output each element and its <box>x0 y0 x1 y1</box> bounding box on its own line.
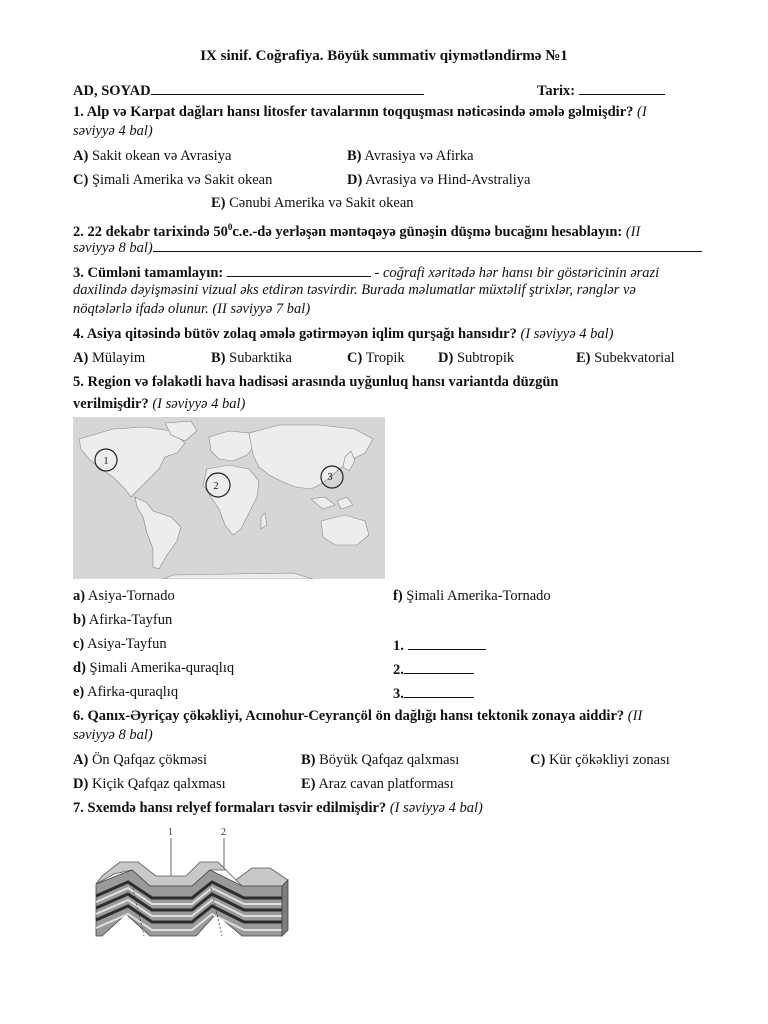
option-text: Şimali Amerika və Sakit okean <box>91 172 273 188</box>
option-text: Şimali Amerika-quraqlıq <box>89 660 235 676</box>
option-text: Avrasiya və Hind-Avstraliya <box>365 172 531 188</box>
degree-sup: 0 <box>227 222 233 232</box>
option-key: D) <box>438 350 454 366</box>
question-3-line3: nöqtələrlə ifadə olunur. (II səviyyə 7 bal) <box>73 301 311 317</box>
option-text: Araz cavan platforması <box>318 776 454 792</box>
relief-schema <box>92 824 292 942</box>
q5-answer-1[interactable] <box>393 635 486 655</box>
q5-option-f[interactable] <box>393 587 551 605</box>
q5-option-c[interactable] <box>73 635 167 653</box>
q6-option-b[interactable] <box>301 751 459 769</box>
question-6-level-cont: səviyyə 8 bal) <box>73 727 153 743</box>
q6-option-a[interactable] <box>73 751 207 769</box>
option-text: Asiya-Tayfun <box>87 636 167 652</box>
option-text: Cənubi Amerika və Sakit okean <box>229 195 414 211</box>
q5-option-e[interactable] <box>73 683 178 701</box>
question-6 <box>73 707 642 725</box>
question-1-text: 1. Alp və Karpat dağları hansı litosfer tavalarının toqquşması nəticəsində əmələ gəlmişdir? <box>73 104 634 120</box>
option-text: Sakit okean və Avrasiya <box>91 148 232 164</box>
question-3-blank[interactable] <box>227 262 371 277</box>
q4-option-d[interactable] <box>438 349 514 367</box>
answer-number: 3. <box>393 686 404 702</box>
option-key: d) <box>73 660 86 676</box>
world-map <box>73 417 385 579</box>
option-key: E) <box>576 350 591 366</box>
question-1 <box>73 103 647 121</box>
option-key: f) <box>393 588 403 604</box>
q6-option-e[interactable] <box>301 775 454 793</box>
question-4-level: (I səviyyə 4 bal) <box>520 326 614 342</box>
question-7 <box>73 799 483 817</box>
date-blank[interactable] <box>579 80 665 95</box>
option-key: C) <box>347 350 363 366</box>
question-5-text: verilmişdir? <box>73 396 149 412</box>
question-2-text-b: c.e.-də yerləşən məntəqəyə günəşin düşmə bucağını hesablayın: <box>232 223 623 240</box>
q1-option-b[interactable] <box>347 147 474 165</box>
option-text: Kiçik Qafqaz qalxması <box>91 776 226 792</box>
q5-answer-3[interactable] <box>393 683 474 703</box>
option-text: Tropik <box>365 350 405 366</box>
fold-diagram <box>92 824 292 942</box>
q5-option-b[interactable] <box>73 611 172 629</box>
option-key: a) <box>73 588 86 604</box>
option-text: Böyük Qafqaz qalxması <box>319 752 460 768</box>
map-marker-1-label: 1 <box>103 456 109 467</box>
q5-option-d[interactable] <box>73 659 234 677</box>
question-2-answer-blank[interactable] <box>153 237 702 252</box>
option-key: C) <box>530 752 546 768</box>
option-text: Afirka-quraqlıq <box>87 684 179 700</box>
option-text: Subtropik <box>456 350 515 366</box>
world-map-figure <box>73 417 385 579</box>
q4-option-b[interactable] <box>211 349 292 367</box>
option-text: Mülayim <box>91 350 146 366</box>
q5-answer-2[interactable] <box>393 659 474 679</box>
question-4-text: 4. Asiya qitəsində bütöv zolaq əmələ gətirməyən iqlim qurşağı hansıdır? <box>73 326 517 342</box>
page-title: IX sinif. Coğrafiya. Böyük summativ qiymətləndirmə №1 <box>200 48 568 64</box>
map-marker-3-label: 3 <box>327 472 333 483</box>
option-key: B) <box>211 350 226 366</box>
option-key: A) <box>73 752 89 768</box>
q6-option-c[interactable] <box>530 751 670 769</box>
date-label: Tarix: <box>537 83 576 99</box>
question-3-lead: 3. Cümləni tamamlayın: <box>73 265 224 281</box>
question-5-line1: 5. Region və fəlakətli hava hadisəsi arasında uyğunluq hansı variantda düzgün <box>73 374 559 390</box>
question-6-text: 6. Qanıx-Əyriçay çökəkliyi, Acınohur-Ceyrançöl ön dağlığı hansı tektonik zonaya aiddir? <box>73 708 625 724</box>
option-key: C) <box>73 172 89 188</box>
q6-option-d[interactable] <box>73 775 226 793</box>
name-field-row <box>73 80 424 100</box>
question-1-level-cont: səviyyə 4 bal) <box>73 123 153 139</box>
question-1-level: (I <box>637 104 647 120</box>
option-text: Asiya-Tornado <box>87 588 175 604</box>
q4-option-c[interactable] <box>347 349 405 367</box>
q4-option-a[interactable] <box>73 349 145 367</box>
schema-label-2: 2 <box>221 827 226 838</box>
q1-option-a[interactable] <box>73 147 231 165</box>
schema-label-1: 1 <box>168 827 173 838</box>
option-key: A) <box>73 148 89 164</box>
question-3-line2: daxilində dəyişməsini vizual əks etdirən təsvirdir. Burada məlumatlar müxtəlif ştrixlər, rənglər və <box>73 282 636 298</box>
question-2-level: (II <box>625 223 641 240</box>
option-key: e) <box>73 684 85 700</box>
question-7-level: (I səviyyə 4 bal) <box>389 800 483 816</box>
map-marker-2-label: 2 <box>213 481 219 492</box>
option-key: E) <box>211 195 226 211</box>
option-text: Kür çökəkliyi zonası <box>548 752 670 768</box>
option-key: D) <box>347 172 363 188</box>
option-text: Afirka-Tayfun <box>88 612 173 628</box>
q1-option-c[interactable] <box>73 171 272 189</box>
question-2-answer-row <box>73 237 702 257</box>
question-3-line1: - coğrafi xəritədə hər hansı bir göstəricinin ərazi <box>374 265 660 281</box>
answer-blank[interactable] <box>404 683 474 698</box>
question-5-level: (I səviyyə 4 bal) <box>152 396 246 412</box>
option-key: c) <box>73 636 85 652</box>
answer-blank[interactable] <box>404 659 474 674</box>
option-text: Avrasiya və Afirka <box>364 148 474 164</box>
name-blank[interactable] <box>151 80 424 95</box>
question-4 <box>73 325 614 343</box>
option-key: B) <box>301 752 316 768</box>
q5-option-a[interactable] <box>73 587 175 605</box>
answer-blank[interactable] <box>408 635 486 650</box>
answer-number: 2. <box>393 662 404 678</box>
question-5-line2 <box>73 395 245 413</box>
answer-number: 1. <box>393 638 404 654</box>
q1-option-d[interactable] <box>347 171 531 189</box>
option-text: Şimali Amerika-Tornado <box>406 588 551 604</box>
option-key: b) <box>73 612 86 628</box>
question-6-level: (II <box>627 708 643 724</box>
question-7-text: 7. Sxemdə hansı relyef formaları təsvir edilmişdir? <box>73 800 387 816</box>
q4-option-e[interactable] <box>576 349 675 367</box>
question-3 <box>73 262 659 282</box>
q1-option-e[interactable] <box>211 194 414 212</box>
name-label: AD, SOYAD <box>73 83 151 99</box>
option-key: B) <box>347 148 362 164</box>
question-2-text-a: 2. 22 dekabr tarixində 50 <box>73 223 228 240</box>
option-key: A) <box>73 350 89 366</box>
option-text: Subarktika <box>229 350 292 366</box>
option-key: E) <box>301 776 316 792</box>
question-2-level-cont: səviyyə 8 bal) <box>73 240 153 256</box>
option-text: Subekvatorial <box>594 350 675 366</box>
option-text: Ön Qafqaz çökməsi <box>91 752 208 768</box>
option-key: D) <box>73 776 89 792</box>
date-field-row <box>537 80 665 100</box>
